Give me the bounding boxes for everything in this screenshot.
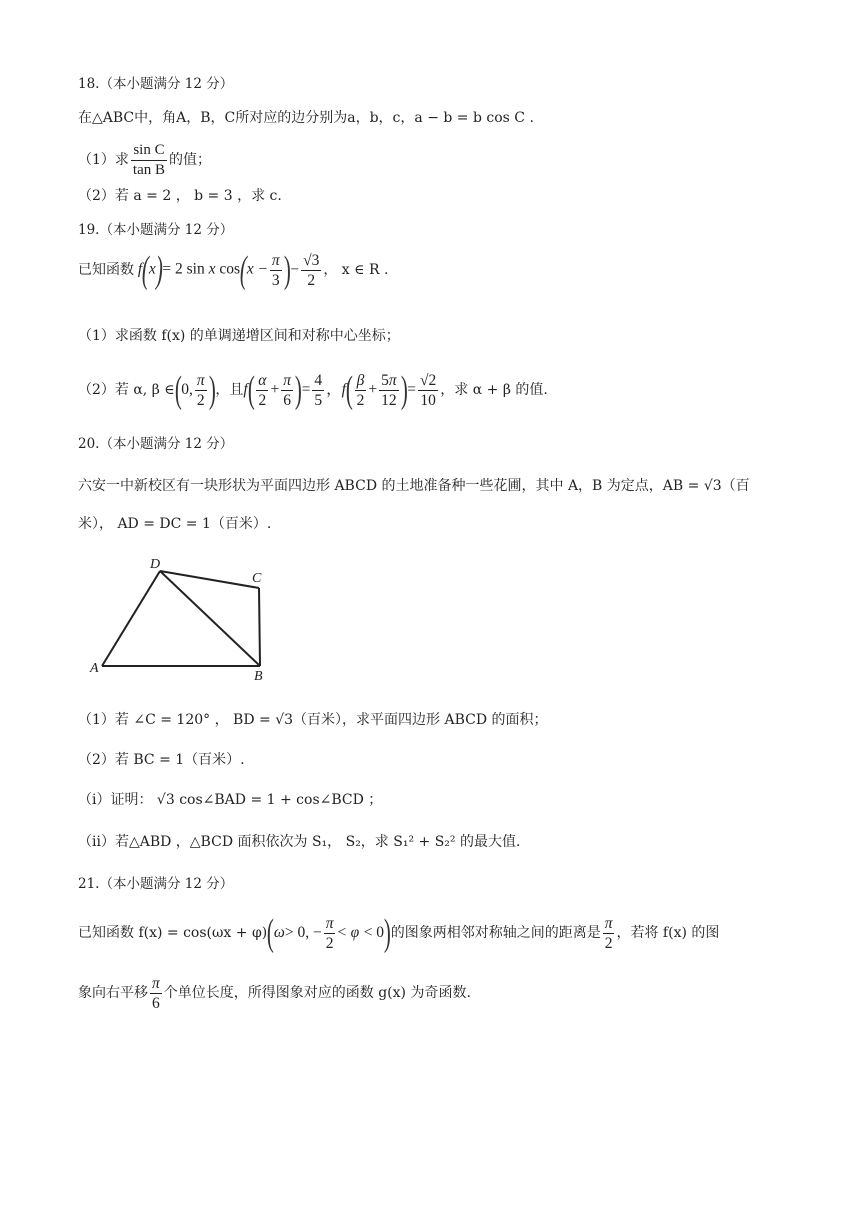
q19-interval-zero: 0,: [181, 381, 193, 398]
q19-f1: f: [243, 381, 248, 398]
q19-frac-pi6: $\frac{\pi}{6}$: [283, 371, 291, 409]
q19-frac-a2: $\frac{\alpha}{2}$: [258, 371, 267, 409]
q20-part2-ii: （ii）若△ABD ，△BCD 面积依次为 S₁， S₂，求 S₁² + S₂² 的最大值.: [78, 834, 521, 850]
q18-stem-text: 在△ABC中，角A，B，C所对应的边分别为a，b，c，a − b = b cos C .: [78, 110, 534, 126]
q18-part1-post: 的值；: [169, 152, 212, 168]
q19-frac-b2: $\frac{\beta}{2}$: [356, 371, 365, 409]
q20-part1: （1）若 ∠C = 120° ， BD = √3（百米），求平面四边形 ABCD 的面积；: [78, 712, 548, 728]
q19-frac-pi2: $\frac{\pi}{2}$: [196, 371, 205, 409]
q19-interval-close: ): [208, 369, 216, 411]
label-d: D: [150, 557, 161, 572]
edge-cb: [259, 588, 260, 666]
q19-minus: −: [290, 261, 300, 278]
q20-stem-line1: 六安一中新校区有一块形状为平面四边形 ABCD 的土地准备种一些花圃，其中 A，B 为定点，AB = √3（百: [78, 478, 750, 494]
q19-part2: （2）若 α, β ∈ ( 0, $\frac{\pi}{2}$ ) ，且 f ( $\frac{\alpha}{2}$ + $\frac{\pi}{6}$ ) = $\frac{4}{5}$ ， f ( $\frac{\beta}{2}$ + $\frac{5\pi}{12}$ ) = $\frac{√2}{10}$ ，求 α + β 的值.: [78, 369, 548, 411]
q21-cond-open: (: [267, 912, 275, 954]
q18-part2: （2）若 a = 2 ， b = 3 ，求 c.: [78, 188, 282, 204]
q19-stem-pre: 已知函数: [78, 262, 134, 278]
q21-frac-pi6: $\frac{\pi}{6}$: [152, 974, 160, 1012]
q21-stem1-post: 的图象两相邻对称轴之间的距离是: [390, 925, 601, 941]
q19-stem-post: ， x ∈ R .: [323, 262, 389, 278]
edge-ad: [102, 571, 160, 666]
q18-fraction: [131, 141, 167, 180]
q21-stem1-tail: ，若将 f(x) 的图: [616, 925, 720, 941]
q19-stem: [78, 248, 388, 292]
q21-omega: ω: [273, 924, 285, 941]
label-b: B: [254, 669, 263, 684]
q19-part1: （1）求函数 f(x) 的单调递增区间和对称中心坐标；: [78, 328, 400, 344]
q19-frac-45: $\frac{4}{5}$: [314, 371, 323, 409]
label-c: C: [252, 571, 262, 586]
q21-stem-line1: 已知函数 f(x) = cos(ωx + φ) ( ω > 0, − $\frac{\pi}{2}$ < φ < 0 ) 的图象两相邻对称轴之间的距离是 $\frac{\pi}{2}$ ，若将 f(x) 的图: [78, 912, 720, 954]
q18-fraction-den: tan B: [132, 161, 166, 178]
q21-frac-pi2: $\frac{\pi}{2}$: [325, 914, 334, 952]
q21-frac-dist: $\frac{\pi}{2}$: [604, 914, 613, 952]
q19-part2-mid: ，且: [215, 382, 244, 398]
q21-stem1-pre: 已知函数 f(x) = cos(ωx + φ): [78, 925, 268, 941]
q20-header: 20.（本小题满分 12 分）: [78, 436, 234, 452]
q19-frac-sqrt3: $\frac{√3}{2}$: [303, 251, 320, 289]
q21-header: 21.（本小题满分 12 分）: [78, 876, 234, 892]
q18-header: 18.（本小题满分 12 分）: [78, 76, 234, 92]
q19-frac-sqrt2: $\frac{√2}{10}$: [420, 371, 437, 409]
q21-stem2-pre: 象向右平移: [78, 985, 148, 1001]
q18-fraction-num: sin C: [131, 141, 166, 161]
q18-part1: [78, 140, 211, 180]
q21-stem2-post: 个单位长度，所得图象对应的函数 g(x) 为奇函数.: [163, 985, 471, 1001]
q19-formula: f(x)= 2 sin x cos(x −: [134, 249, 268, 291]
q19-frac-pi3: $\frac{\pi}{3}$: [271, 251, 280, 289]
q19-frac-5pi12: $\frac{5\pi}{12}$: [381, 371, 397, 409]
q19-paren: ): [283, 249, 291, 291]
q20-part2: （2）若 BC = 1（百米）.: [78, 752, 245, 768]
q19-part2-end: ，求 α + β 的值.: [440, 382, 548, 398]
q21-stem-line2: [78, 970, 471, 1016]
q19-interval-open: (: [174, 369, 182, 411]
q21-cond-close: ): [383, 912, 391, 954]
q18-part1-pre: （1）求: [78, 152, 129, 168]
q19-f2: f: [341, 381, 346, 398]
q19-part2-pre: （2）若 α, β ∈: [78, 382, 175, 398]
quadrilateral-figure: [78, 554, 278, 694]
label-a: A: [90, 661, 99, 676]
q18-stem: [78, 108, 534, 128]
q20-stem-line2: 米）， AD = DC = 1（百米）.: [78, 516, 272, 532]
q20-part2-i: （i）证明： √3 cos∠BAD = 1 + cos∠BCD ；: [78, 792, 383, 808]
q19-header: 19.（本小题满分 12 分）: [78, 222, 234, 238]
